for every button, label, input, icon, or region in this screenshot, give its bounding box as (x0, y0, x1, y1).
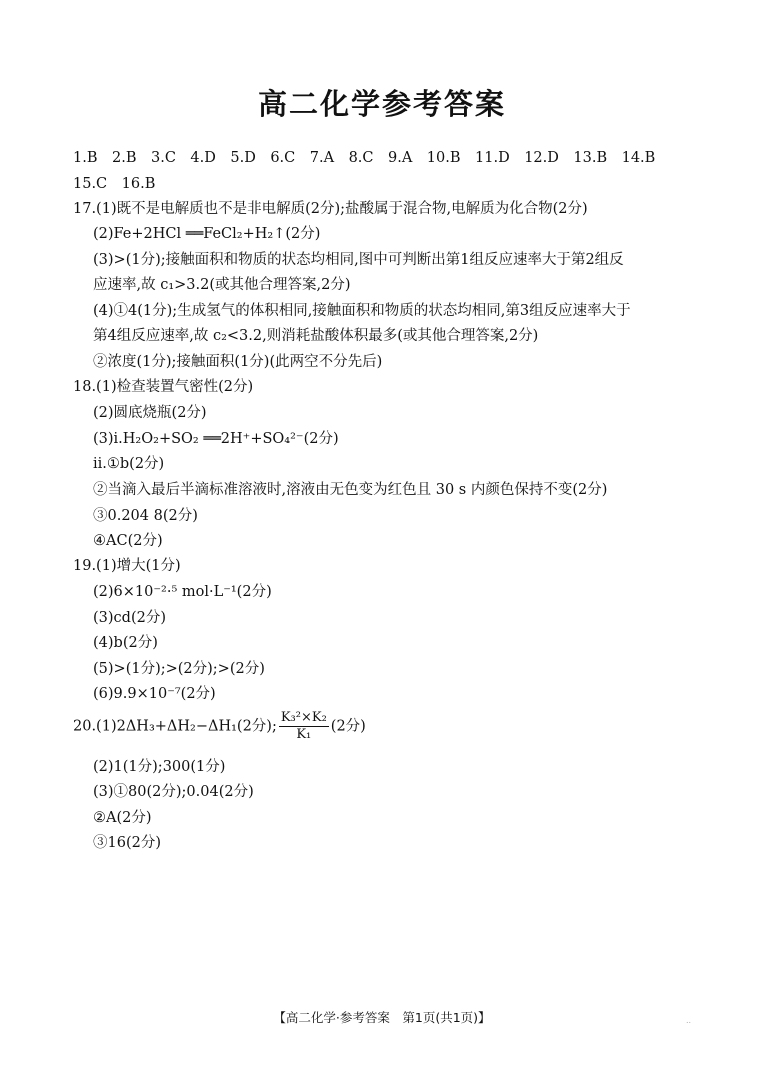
fraction-denominator: K₁ (296, 727, 312, 742)
answer-line: (4)b(2分) (93, 635, 158, 651)
answer-text: (2分) (330, 718, 366, 735)
answer-line: 18.(1)检查装置气密性(2分) (73, 379, 254, 395)
answer-line: ②当滴入最后半滴标准溶液时,溶液由无色变为红色且 30 s 内颜色保持不变(2分) (93, 482, 608, 498)
answer-line: (3)>(1分);接触面积和物质的状态均相同,图中可判断出第1组反应速率大于第2组反 (93, 252, 624, 268)
answer-line: (2)Fe+2HCl ══FeCl₂+H₂↑(2分) (93, 226, 321, 242)
answer-line: ③0.204 8(2分) (93, 508, 198, 524)
answer-line: 19.(1)增大(1分) (73, 558, 181, 574)
answer-line: ③16(2分) (93, 835, 161, 851)
answer-line: (3)cd(2分) (93, 610, 166, 626)
answer-line: ⅱ.①b(2分) (93, 456, 165, 472)
answer-line: ②A(2分) (93, 810, 152, 826)
answer-text: 20.(1)2ΔH₃+ΔH₂−ΔH₁(2分); (73, 718, 277, 735)
page-title: 高二化学参考答案 (257, 87, 506, 121)
answer-line: 第4组反应速率,故 c₂<3.2,则消耗盐酸体积最多(或其他合理答案,2分) (93, 328, 539, 344)
answer-line: (6)9.9×10⁻⁷(2分) (93, 686, 216, 702)
answer-line-q20-1 (73, 710, 704, 743)
answer-line: (4)①4(1分);生成氢气的体积相同,接触面积和物质的状态均相同,第3组反应速率大于 (93, 303, 631, 319)
answer-line: (3)①80(2分);0.04(2分) (93, 784, 254, 800)
answer-line: (2)1(1分);300(1分) (93, 759, 226, 775)
answer-line: ②浓度(1分);接触面积(1分)(此两空不分先后) (93, 354, 383, 370)
answer-line: (3)ⅰ.H₂O₂+SO₂ ══2H⁺+SO₄²⁻(2分) (93, 431, 339, 447)
page-footer: 【高二化学·参考答案 第1页(共1页)】 (273, 1010, 491, 1025)
scan-mark: .. (686, 1016, 692, 1025)
answer-line: 17.(1)既不是电解质也不是非电解质(2分);盐酸属于混合物,电解质为化合物(2分) (73, 201, 588, 217)
answer-line: ④AC(2分) (93, 533, 163, 549)
answer-line: 应速率,故 c₁>3.2(或其他合理答案,2分) (93, 277, 351, 293)
fraction-numerator: K₃²×K₂ (280, 710, 327, 725)
answer-line: 1.B 2.B 3.C 4.D 5.D 6.C 7.A 8.C 9.A 10.B 11.D 12.D 13.B 14.B (73, 150, 656, 166)
answer-line: 15.C 16.B (73, 176, 156, 192)
equilibrium-constant-fraction (279, 710, 329, 743)
answer-line: (2)圆底烧瓶(2分) (93, 405, 207, 421)
answer-line: (2)6×10⁻²·⁵ mol·L⁻¹(2分) (93, 584, 272, 600)
answer-line: (5)>(1分);>(2分);>(2分) (93, 661, 265, 677)
